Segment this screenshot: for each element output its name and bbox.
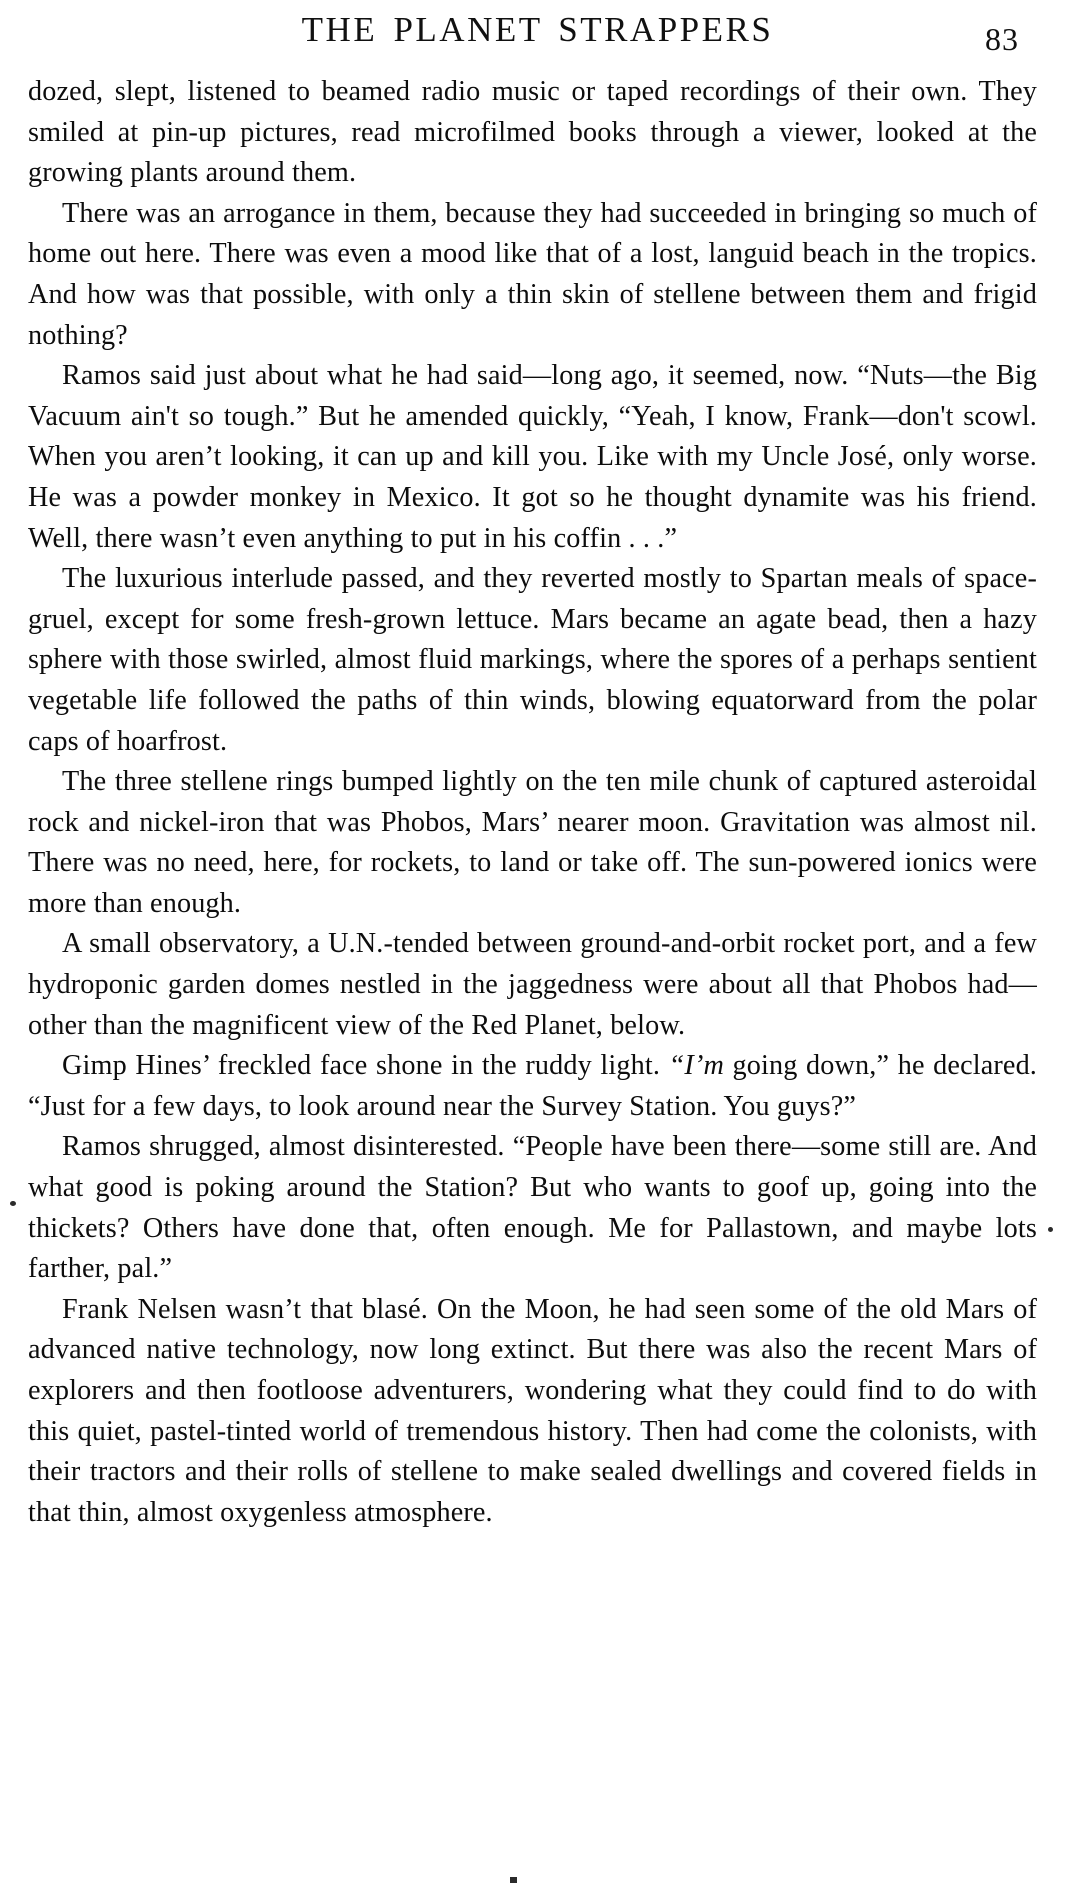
scan-speck — [1048, 1227, 1053, 1232]
body-text — [28, 72, 1037, 1533]
paragraph: Frank Nelsen wasn’t that blasé. On the Moon, he had seen some of the old Mars of advanced native technology, now long extinct. But there was also the recent Mars of explorers and then footloose adventurers, wondering what they could find to do with this quiet, pastel-tinted world of tremendous history. Then had come the colonists, with their tractors and their rolls of stellene to make sealed dwellings and covered fields in that thin, almost oxygenless atmosphere. — [28, 1293, 1037, 1528]
paragraph-text-continued: going down,” he declared. “Just for a few days, to look around near the Survey Station. You guys?” — [28, 1050, 1038, 1122]
scan-speck — [10, 1201, 16, 1206]
page-number: 83 — [985, 21, 1019, 57]
italic-phrase: “I’m — [668, 1050, 724, 1082]
paragraph: Ramos said just about what he had said—long ago, it seemed, now. “Nuts—the Big Vacuum ain't so tough.” But he amended quickly, “Yeah, I know, Frank—don't scowl. When you aren’t looking, it can up and kill you. Like with my Uncle José, only worse. He was a powder monkey in Mexico. It got so he thought dynamite was his friend. Well, there wasn’t even anything to put in his coffin . . .” — [28, 360, 1037, 554]
paragraph-text: Gimp Hines’ freckled face shone in the ruddy light. — [62, 1050, 669, 1082]
paragraph: A small observatory, a U.N.-tended between ground-and-orbit rocket port, and a few hydroponic garden domes nestled in the jaggedness were about all that Phobos had—other than the magnificent view of the Red Planet, below. — [28, 928, 1037, 1041]
paragraph: Ramos shrugged, almost disinterested. “People have been there—some still are. And what good is poking around the Station? But who wants to goof up, going into the thickets? Others have done that, often enough. Me for Pallastown, and maybe lots farther, pal.” — [28, 1131, 1037, 1285]
page-title: THE PLANET STRAPPERS — [301, 10, 774, 49]
paragraph: There was an arrogance in them, because they had succeeded in bringing so much of home out here. There was even a mood like that of a lost, languid beach in the tropics. And how was that possible, with only a thin skin of stellene between them and frigid nothing? — [28, 197, 1037, 351]
running-head — [28, 10, 1037, 66]
scan-speck — [510, 1877, 517, 1883]
paragraph: dozed, slept, listened to beamed radio music or taped recordings of their own. They smiled at pin-up pictures, read microfilmed books through a viewer, looked at the growing plants around them. — [28, 76, 1037, 189]
paragraph-with-italic — [28, 1046, 1037, 1127]
paragraph: The three stellene rings bumped lightly on the ten mile chunk of captured asteroidal rock and nickel-iron that was Phobos, Mars’ nearer moon. Gravitation was almost nil. There was no need, here, for rockets, to land or take off. The sun-powered ionics were more than enough. — [28, 766, 1037, 919]
paragraph: The luxurious interlude passed, and they reverted mostly to Spartan meals of space-gruel, except for some fresh-grown lettuce. Mars became an agate bead, then a hazy sphere with those swirled, almost fluid markings, where the spores of a perhaps sentient vegetable life followed the paths of thin winds, blowing equatorward from the polar caps of hoarfrost. — [28, 563, 1037, 757]
